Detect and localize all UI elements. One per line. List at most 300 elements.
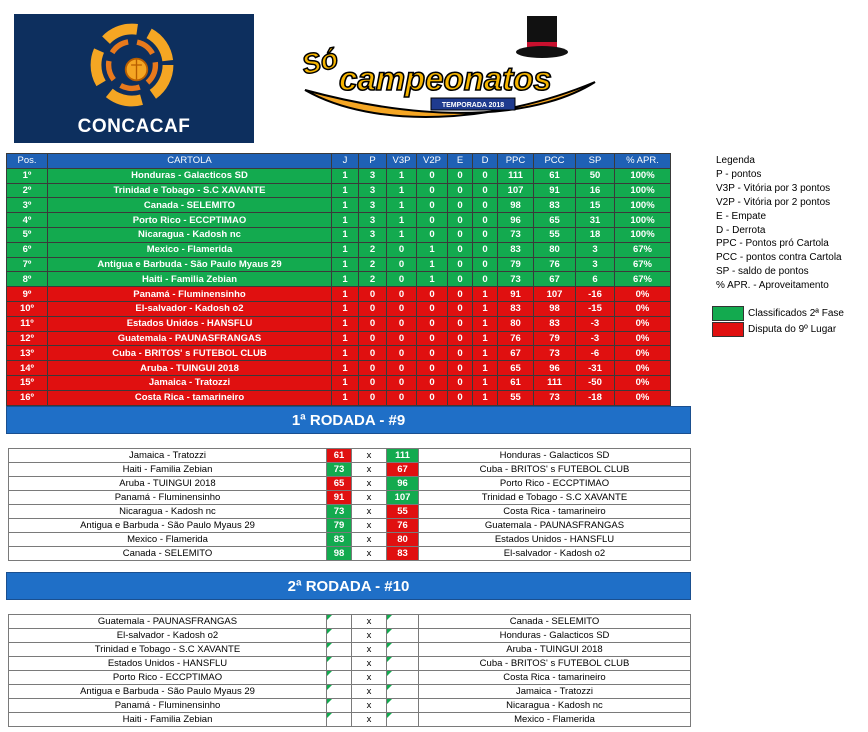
standings-cell-v3p: 0 (387, 272, 417, 287)
standings-cell-j: 1 (332, 390, 359, 405)
standings-cell-pos: 11º (7, 316, 48, 331)
match-row (9, 491, 691, 505)
match-row (9, 505, 691, 519)
standings-table (6, 153, 671, 406)
match-away-score (387, 643, 419, 657)
match-row (9, 463, 691, 477)
match-home-score (327, 699, 352, 713)
standings-row (7, 198, 671, 213)
match-row (9, 629, 691, 643)
standings-cell-v3p: 0 (387, 346, 417, 361)
standings-cell-pos: 1º (7, 168, 48, 183)
legend-line: V2P - Vitória por 2 pontos (716, 196, 831, 208)
match-row (9, 615, 691, 629)
match-home-score (327, 629, 352, 643)
match-versus: x (352, 519, 387, 533)
standings-cell-v2p: 0 (417, 198, 448, 213)
match-home-team: Jamaica - Tratozzi (9, 449, 327, 463)
match-away-team: Cuba - BRITOS' s FUTEBOL CLUB (419, 657, 691, 671)
match-home-score: 61 (327, 449, 352, 463)
match-away-team: Costa Rica - tamarineiro (419, 671, 691, 685)
standings-cell-pos: 14º (7, 361, 48, 376)
standings-cell-j: 1 (332, 316, 359, 331)
standings-cell-cartola: Canada - SELEMITO (48, 198, 332, 213)
standings-cell-d: 1 (473, 316, 498, 331)
standings-cell-ppc: 107 (498, 183, 534, 198)
standings-cell-pcc: 98 (534, 301, 576, 316)
standings-cell-v3p: 0 (387, 242, 417, 257)
standings-cell-j: 1 (332, 227, 359, 242)
match-home-score (327, 615, 352, 629)
match-away-team: Jamaica - Tratozzi (419, 685, 691, 699)
standings-header-cell: SP (576, 154, 615, 169)
match-versus: x (352, 615, 387, 629)
match-away-team: Porto Rico - ECCPTIMAO (419, 477, 691, 491)
standings-cell-j: 1 (332, 168, 359, 183)
match-away-team: Trinidad e Tobago - S.C XAVANTE (419, 491, 691, 505)
standings-cell-e: 0 (448, 227, 473, 242)
match-away-score (387, 657, 419, 671)
standings-row (7, 361, 671, 376)
standings-cell-pcc: 61 (534, 168, 576, 183)
standings-cell-v2p: 1 (417, 242, 448, 257)
standings-cell-apr: 100% (615, 198, 671, 213)
standings-cell-pos: 9º (7, 287, 48, 302)
standings-cell-sp: -31 (576, 361, 615, 376)
standings-cell-pcc: 79 (534, 331, 576, 346)
standings-cell-d: 0 (473, 242, 498, 257)
standings-cell-e: 0 (448, 390, 473, 405)
round-1-banner: 1ª RODADA - #9 (6, 406, 691, 434)
standings-cell-apr: 0% (615, 316, 671, 331)
temporada-ribbon: TEMPORADA 2018 (441, 102, 505, 109)
standings-cell-j: 1 (332, 183, 359, 198)
standings-cell-e: 0 (448, 257, 473, 272)
standings-cell-pos: 6º (7, 242, 48, 257)
standings-cell-v2p: 0 (417, 227, 448, 242)
standings-cell-apr: 0% (615, 390, 671, 405)
standings-header-cell: P (359, 154, 387, 169)
standings-row (7, 257, 671, 272)
campeonatos-text: campeonatos (339, 60, 552, 97)
standings-cell-v2p: 0 (417, 361, 448, 376)
standings-cell-sp: 3 (576, 242, 615, 257)
standings-cell-ppc: 83 (498, 242, 534, 257)
match-away-team: El-salvador - Kadosh o2 (419, 547, 691, 561)
match-versus: x (352, 547, 387, 561)
standings-cell-e: 0 (448, 183, 473, 198)
standings-header-cell: V2P (417, 154, 448, 169)
standings-cell-apr: 100% (615, 183, 671, 198)
standings-cell-apr: 0% (615, 287, 671, 302)
standings-cell-e: 0 (448, 361, 473, 376)
match-home-score: 83 (327, 533, 352, 547)
standings-cell-pos: 8º (7, 272, 48, 287)
match-away-team: Costa Rica - tamarineiro (419, 505, 691, 519)
standings-cell-v2p: 0 (417, 301, 448, 316)
standings-row (7, 346, 671, 361)
match-away-score: 111 (387, 449, 419, 463)
match-away-team: Canada - SELEMITO (419, 615, 691, 629)
round-2-banner: 2ª RODADA - #10 (6, 572, 691, 600)
match-home-team: Aruba - TUINGUI 2018 (9, 477, 327, 491)
standings-header-row (7, 154, 671, 169)
standings-cell-v2p: 0 (417, 331, 448, 346)
standings-cell-v3p: 0 (387, 301, 417, 316)
standings-cell-pcc: 67 (534, 272, 576, 287)
standings-cell-pcc: 83 (534, 198, 576, 213)
standings-row (7, 242, 671, 257)
standings-row (7, 227, 671, 242)
match-home-team: Antigua e Barbuda - São Paulo Myaus 29 (9, 519, 327, 533)
standings-cell-cartola: Guatemala - PAUNASFRANGAS (48, 331, 332, 346)
legend-title: Legenda (716, 155, 755, 166)
match-home-team: Panamá - Fluminensinho (9, 699, 327, 713)
standings-cell-ppc: 76 (498, 331, 534, 346)
standings-cell-e: 0 (448, 272, 473, 287)
match-away-score (387, 699, 419, 713)
match-away-team: Honduras - Galacticos SD (419, 449, 691, 463)
standings-cell-sp: -6 (576, 346, 615, 361)
standings-cell-d: 1 (473, 331, 498, 346)
match-away-score: 80 (387, 533, 419, 547)
standings-cell-p: 0 (359, 346, 387, 361)
standings-cell-pos: 16º (7, 390, 48, 405)
match-versus: x (352, 699, 387, 713)
legend-line: PPC - Pontos pró Cartola (716, 238, 829, 250)
legend-line: D - Derrota (716, 224, 766, 236)
standings-cell-j: 1 (332, 198, 359, 213)
concacaf-wordmark: CONCACAF (77, 116, 191, 137)
standings-cell-ppc: 55 (498, 390, 534, 405)
match-row (9, 685, 691, 699)
match-home-score (327, 713, 352, 727)
standings-cell-d: 1 (473, 390, 498, 405)
standings-cell-apr: 0% (615, 331, 671, 346)
standings-cell-p: 0 (359, 375, 387, 390)
standings-cell-cartola: Antigua e Barbuda - São Paulo Myaus 29 (48, 257, 332, 272)
match-away-score: 107 (387, 491, 419, 505)
match-home-score (327, 643, 352, 657)
standings-cell-pcc: 111 (534, 375, 576, 390)
standings-cell-p: 3 (359, 198, 387, 213)
legend-line: SP - saldo de pontos (716, 266, 809, 278)
standings-cell-pos: 7º (7, 257, 48, 272)
standings-cell-apr: 0% (615, 346, 671, 361)
standings-cell-sp: -50 (576, 375, 615, 390)
match-versus: x (352, 449, 387, 463)
standings-cell-d: 1 (473, 301, 498, 316)
match-versus: x (352, 685, 387, 699)
standings-cell-d: 1 (473, 375, 498, 390)
standings-header-cell: E (448, 154, 473, 169)
match-home-team: Trinidad e Tobago - S.C XAVANTE (9, 643, 327, 657)
standings-cell-d: 1 (473, 287, 498, 302)
standings-cell-j: 1 (332, 242, 359, 257)
standings-cell-v2p: 0 (417, 390, 448, 405)
match-row (9, 657, 691, 671)
standings-cell-j: 1 (332, 346, 359, 361)
match-home-score: 73 (327, 463, 352, 477)
match-row (9, 699, 691, 713)
standings-cell-ppc: 73 (498, 227, 534, 242)
match-versus: x (352, 491, 387, 505)
match-away-score: 76 (387, 519, 419, 533)
standings-cell-sp: 16 (576, 183, 615, 198)
match-away-team: Nicaragua - Kadosh nc (419, 699, 691, 713)
standings-cell-v3p: 0 (387, 316, 417, 331)
match-away-score: 83 (387, 547, 419, 561)
standings-cell-v3p: 0 (387, 375, 417, 390)
standings-cell-v2p: 0 (417, 346, 448, 361)
match-row (9, 477, 691, 491)
match-versus: x (352, 629, 387, 643)
standings-cell-ppc: 73 (498, 272, 534, 287)
standings-cell-v3p: 0 (387, 287, 417, 302)
standings-cell-v2p: 0 (417, 287, 448, 302)
standings-cell-cartola: Jamaica - Tratozzi (48, 375, 332, 390)
standings-cell-apr: 67% (615, 272, 671, 287)
standings-cell-v2p: 1 (417, 257, 448, 272)
match-away-team: Aruba - TUINGUI 2018 (419, 643, 691, 657)
standings-cell-cartola: Haiti - Familia Zebian (48, 272, 332, 287)
standings-row (7, 183, 671, 198)
standings-cell-p: 0 (359, 287, 387, 302)
standings-cell-e: 0 (448, 287, 473, 302)
match-home-score: 98 (327, 547, 352, 561)
standings-cell-d: 0 (473, 227, 498, 242)
standings-cell-apr: 67% (615, 257, 671, 272)
standings-cell-pcc: 73 (534, 346, 576, 361)
standings-cell-j: 1 (332, 272, 359, 287)
standings-cell-sp: 18 (576, 227, 615, 242)
match-home-score (327, 671, 352, 685)
standings-cell-apr: 100% (615, 213, 671, 228)
legend-key-ninth (712, 322, 862, 337)
standings-cell-d: 0 (473, 198, 498, 213)
match-home-team: Guatemala - PAUNASFRANGAS (9, 615, 327, 629)
match-home-score: 79 (327, 519, 352, 533)
standings-cell-v2p: 0 (417, 168, 448, 183)
standings-cell-apr: 67% (615, 242, 671, 257)
standings-header-cell: PCC (534, 154, 576, 169)
legend (716, 154, 866, 293)
standings-cell-pos: 12º (7, 331, 48, 346)
standings-cell-p: 2 (359, 242, 387, 257)
standings-cell-pcc: 65 (534, 213, 576, 228)
legend-line: V3P - Vitória por 3 pontos (716, 182, 831, 194)
legend-swatch-green (712, 306, 744, 321)
match-away-score (387, 685, 419, 699)
standings-header-cell: Pos. (7, 154, 48, 169)
match-away-score: 67 (387, 463, 419, 477)
standings-cell-ppc: 80 (498, 316, 534, 331)
standings-cell-cartola: Trinidad e Tobago - S.C XAVANTE (48, 183, 332, 198)
standings-cell-sp: 31 (576, 213, 615, 228)
standings-header-cell: CARTOLA (48, 154, 332, 169)
standings-cell-pos: 4º (7, 213, 48, 228)
standings-cell-cartola: Estados Unidos - HANSFLU (48, 316, 332, 331)
standings-cell-j: 1 (332, 213, 359, 228)
standings-cell-p: 0 (359, 361, 387, 376)
standings-cell-cartola: Honduras - Galacticos SD (48, 168, 332, 183)
standings-cell-sp: -3 (576, 316, 615, 331)
standings-cell-e: 0 (448, 346, 473, 361)
standings-cell-pcc: 96 (534, 361, 576, 376)
standings-cell-cartola: El-salvador - Kadosh o2 (48, 301, 332, 316)
standings-cell-v3p: 1 (387, 198, 417, 213)
match-away-team: Estados Unidos - HANSFLU (419, 533, 691, 547)
standings-cell-p: 0 (359, 390, 387, 405)
standings-cell-v3p: 0 (387, 361, 417, 376)
top-hat-icon (516, 16, 568, 58)
standings-cell-j: 1 (332, 331, 359, 346)
standings-cell-cartola: Cuba - BRITOS' s FUTEBOL CLUB (48, 346, 332, 361)
standings-cell-j: 1 (332, 257, 359, 272)
standings-cell-j: 1 (332, 287, 359, 302)
standings-cell-e: 0 (448, 375, 473, 390)
match-away-team: Cuba - BRITOS' s FUTEBOL CLUB (419, 463, 691, 477)
standings-cell-sp: 15 (576, 198, 615, 213)
match-home-team: Mexico - Flamerida (9, 533, 327, 547)
match-away-score: 96 (387, 477, 419, 491)
standings-cell-pcc: 80 (534, 242, 576, 257)
standings-cell-cartola: Porto Rico - ECCPTIMAO (48, 213, 332, 228)
standings-cell-ppc: 67 (498, 346, 534, 361)
standings-cell-p: 0 (359, 331, 387, 346)
standings-cell-v3p: 1 (387, 227, 417, 242)
concacaf-emblem-icon (87, 20, 177, 110)
match-home-team: Nicaragua - Kadosh nc (9, 505, 327, 519)
legend-key-classified (712, 306, 862, 321)
standings-cell-cartola: Aruba - TUINGUI 2018 (48, 361, 332, 376)
match-home-score: 73 (327, 505, 352, 519)
standings-row (7, 287, 671, 302)
standings-header-cell: % APR. (615, 154, 671, 169)
standings-cell-ppc: 61 (498, 375, 534, 390)
standings-cell-v3p: 0 (387, 257, 417, 272)
standings-cell-pos: 3º (7, 198, 48, 213)
match-row (9, 671, 691, 685)
standings-cell-e: 0 (448, 301, 473, 316)
match-versus: x (352, 505, 387, 519)
legend-key-label: Disputa do 9º Lugar (748, 324, 837, 335)
standings-row (7, 331, 671, 346)
standings-cell-p: 3 (359, 213, 387, 228)
match-away-score (387, 629, 419, 643)
standings-cell-v3p: 0 (387, 331, 417, 346)
standings-cell-v2p: 0 (417, 316, 448, 331)
match-row (9, 533, 691, 547)
standings-cell-e: 0 (448, 331, 473, 346)
standings-cell-v2p: 1 (417, 272, 448, 287)
standings-cell-d: 0 (473, 257, 498, 272)
standings-cell-sp: -3 (576, 331, 615, 346)
standings-cell-apr: 100% (615, 227, 671, 242)
standings-cell-sp: -18 (576, 390, 615, 405)
standings-cell-j: 1 (332, 375, 359, 390)
standings-row (7, 390, 671, 405)
standings-header-cell: J (332, 154, 359, 169)
standings-cell-p: 2 (359, 257, 387, 272)
match-row (9, 449, 691, 463)
standings-cell-pcc: 91 (534, 183, 576, 198)
standings-cell-d: 0 (473, 272, 498, 287)
standings-cell-sp: 3 (576, 257, 615, 272)
standings-cell-e: 0 (448, 316, 473, 331)
standings-cell-e: 0 (448, 198, 473, 213)
match-home-score (327, 685, 352, 699)
match-home-team: Canada - SELEMITO (9, 547, 327, 561)
standings-cell-d: 1 (473, 346, 498, 361)
match-versus: x (352, 713, 387, 727)
standings-cell-sp: 6 (576, 272, 615, 287)
standings-cell-v2p: 0 (417, 213, 448, 228)
standings-cell-apr: 100% (615, 168, 671, 183)
standings-row (7, 375, 671, 390)
standings-cell-d: 0 (473, 183, 498, 198)
match-versus: x (352, 671, 387, 685)
standings-cell-p: 0 (359, 301, 387, 316)
round-1-table (8, 448, 691, 561)
standings-row (7, 213, 671, 228)
legend-line: P - pontos (716, 168, 762, 180)
standings-cell-pcc: 73 (534, 390, 576, 405)
match-versus: x (352, 463, 387, 477)
standings-row (7, 168, 671, 183)
standings-cell-v3p: 1 (387, 183, 417, 198)
standings-cell-p: 3 (359, 168, 387, 183)
standings-cell-e: 0 (448, 213, 473, 228)
standings-header-cell: V3P (387, 154, 417, 169)
match-row (9, 713, 691, 727)
standings-cell-ppc: 96 (498, 213, 534, 228)
match-versus: x (352, 477, 387, 491)
match-row (9, 547, 691, 561)
standings-cell-d: 0 (473, 213, 498, 228)
legend-key-label: Classificados 2ª Fase (748, 308, 844, 319)
standings-cell-v2p: 0 (417, 183, 448, 198)
standings-cell-ppc: 65 (498, 361, 534, 376)
standings-cell-sp: -16 (576, 287, 615, 302)
standings-cell-e: 0 (448, 242, 473, 257)
standings-cell-cartola: Costa Rica - tamarineiro (48, 390, 332, 405)
standings-cell-d: 0 (473, 168, 498, 183)
standings-cell-pcc: 76 (534, 257, 576, 272)
standings-cell-ppc: 91 (498, 287, 534, 302)
standings-cell-cartola: Nicaragua - Kadosh nc (48, 227, 332, 242)
standings-cell-ppc: 111 (498, 168, 534, 183)
match-away-score (387, 615, 419, 629)
standings-cell-pos: 10º (7, 301, 48, 316)
match-away-score (387, 671, 419, 685)
standings-cell-v3p: 1 (387, 168, 417, 183)
standings-cell-j: 1 (332, 301, 359, 316)
match-home-score: 65 (327, 477, 352, 491)
standings-cell-sp: -15 (576, 301, 615, 316)
match-row (9, 643, 691, 657)
match-home-team: Haiti - Familia Zebian (9, 713, 327, 727)
match-versus: x (352, 657, 387, 671)
match-home-team: El-salvador - Kadosh o2 (9, 629, 327, 643)
standings-cell-pos: 2º (7, 183, 48, 198)
so-text: Só (299, 42, 341, 81)
legend-line: E - Empate (716, 210, 767, 222)
match-home-score (327, 657, 352, 671)
match-home-team: Estados Unidos - HANSFLU (9, 657, 327, 671)
match-home-team: Panamá - Fluminensinho (9, 491, 327, 505)
standings-header-cell: PPC (498, 154, 534, 169)
